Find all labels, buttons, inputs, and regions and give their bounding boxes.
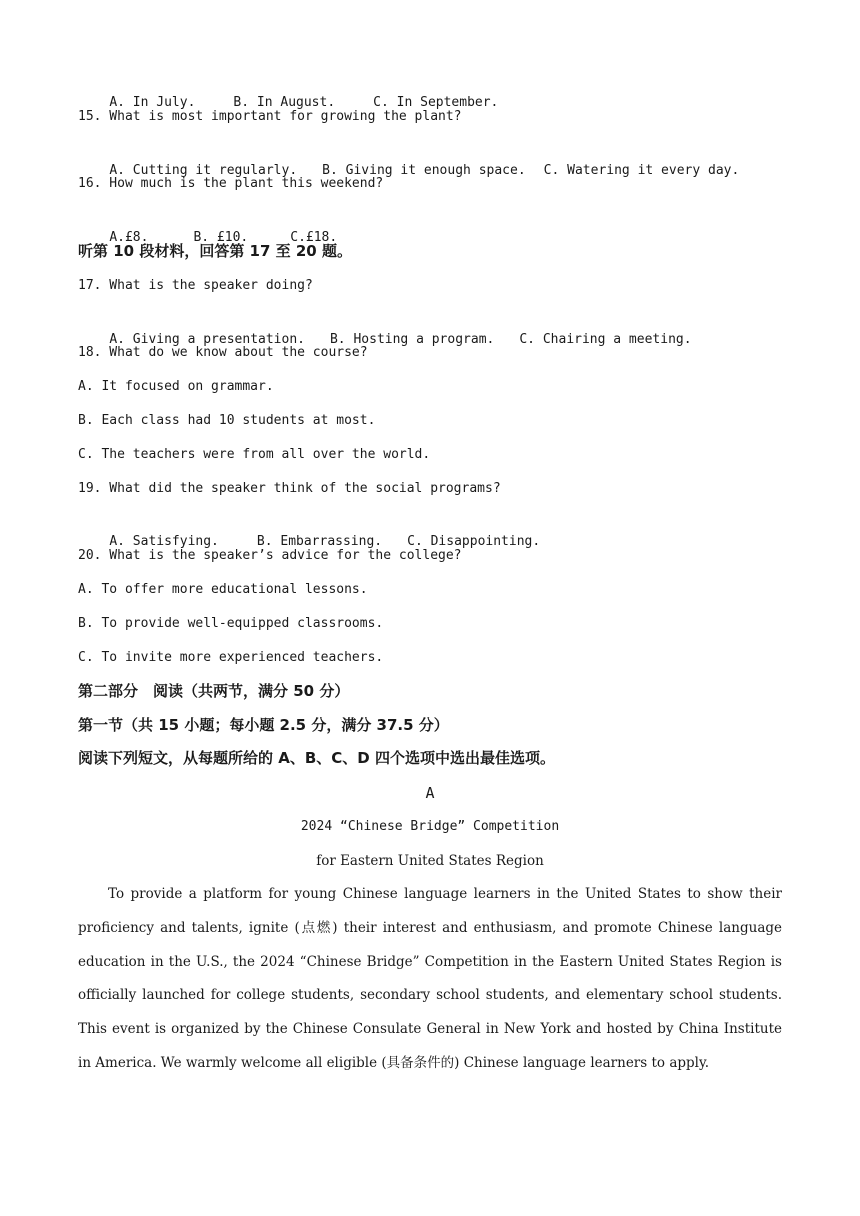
q18-option-c: C. The teachers were from all over the world. xyxy=(78,447,431,462)
q16-option-a: A.£8. xyxy=(109,230,149,245)
q18-option-b: B. Each class had 10 students at most. xyxy=(78,413,376,428)
q14-option-a: A. In July. xyxy=(109,95,196,110)
q15-stem: 15. What is most important for growing the plant? xyxy=(78,109,462,124)
q15-option-c: C. Watering it every day. xyxy=(543,163,740,178)
passage-letter: A xyxy=(425,784,435,802)
q20-option-c: C. To invite more experienced teachers. xyxy=(78,650,384,665)
section1-heading: 第一节（共 15 小题；每小题 2.5 分，满分 37.5 分） xyxy=(78,716,449,734)
q15-option-a: A. Cutting it regularly. xyxy=(109,163,298,178)
passage-body: To provide a platform for young Chinese language learners in the United States to show their proficiency and talents, ignite (点燃) their interest and enthusiasm, and promote Chinese language education in the U.S., the 2024 “Chinese Bridge” Competition in the Eastern United States Region is officially launched for college students, secondary school students, and elementary school students. This event is organized by the Chinese Consulate General in New York and hosted by China Institute in America. We warmly welcome all eligible (具备条件的) Chinese language learners to apply. xyxy=(78,886,782,1071)
q14-option-b: B. In August. xyxy=(233,95,336,110)
q17-stem: 17. What is the speaker doing? xyxy=(78,278,313,293)
q20-option-b: B. To provide well-equipped classrooms. xyxy=(78,616,384,631)
q14-option-c: C. In September. xyxy=(373,95,499,110)
q19-option-b: B. Embarrassing. xyxy=(256,534,383,549)
q16-option-c: C.£18. xyxy=(290,230,338,245)
passage-title-line2: for Eastern United States Region xyxy=(316,853,544,869)
q19-option-c: C. Disappointing. xyxy=(407,534,541,549)
q16-option-b: B. £10. xyxy=(193,230,249,245)
q20-stem: 20. What is the speaker’s advice for the college? xyxy=(78,548,462,563)
reading-instruction: 阅读下列短文，从每题所给的 A、B、C、D 四个选项中选出最佳选项。 xyxy=(78,749,555,767)
part2-heading: 第二部分 阅读（共两节，满分 50 分） xyxy=(78,682,350,700)
q16-stem: 16. How much is the plant this weekend? xyxy=(78,176,384,191)
q18-stem: 18. What do we know about the course? xyxy=(78,345,368,360)
q20-option-a: A. To offer more educational lessons. xyxy=(78,582,368,597)
q18-option-a: A. It focused on grammar. xyxy=(78,379,274,394)
q15-option-b: B. Giving it enough space. xyxy=(322,163,526,178)
q19-option-a: A. Satisfying. xyxy=(109,534,219,549)
q19-stem: 19. What did the speaker think of the social programs? xyxy=(78,481,501,496)
q17-option-b: B. Hosting a program. xyxy=(329,332,495,347)
q17-option-a: A. Giving a presentation. xyxy=(109,332,305,347)
passage-title-line1: 2024 “Chinese Bridge” Competition xyxy=(300,819,560,834)
q17-option-c: C. Chairing a meeting. xyxy=(519,332,692,347)
section10-heading: 听第 10 段材料，回答第 17 至 20 题。 xyxy=(78,242,352,260)
